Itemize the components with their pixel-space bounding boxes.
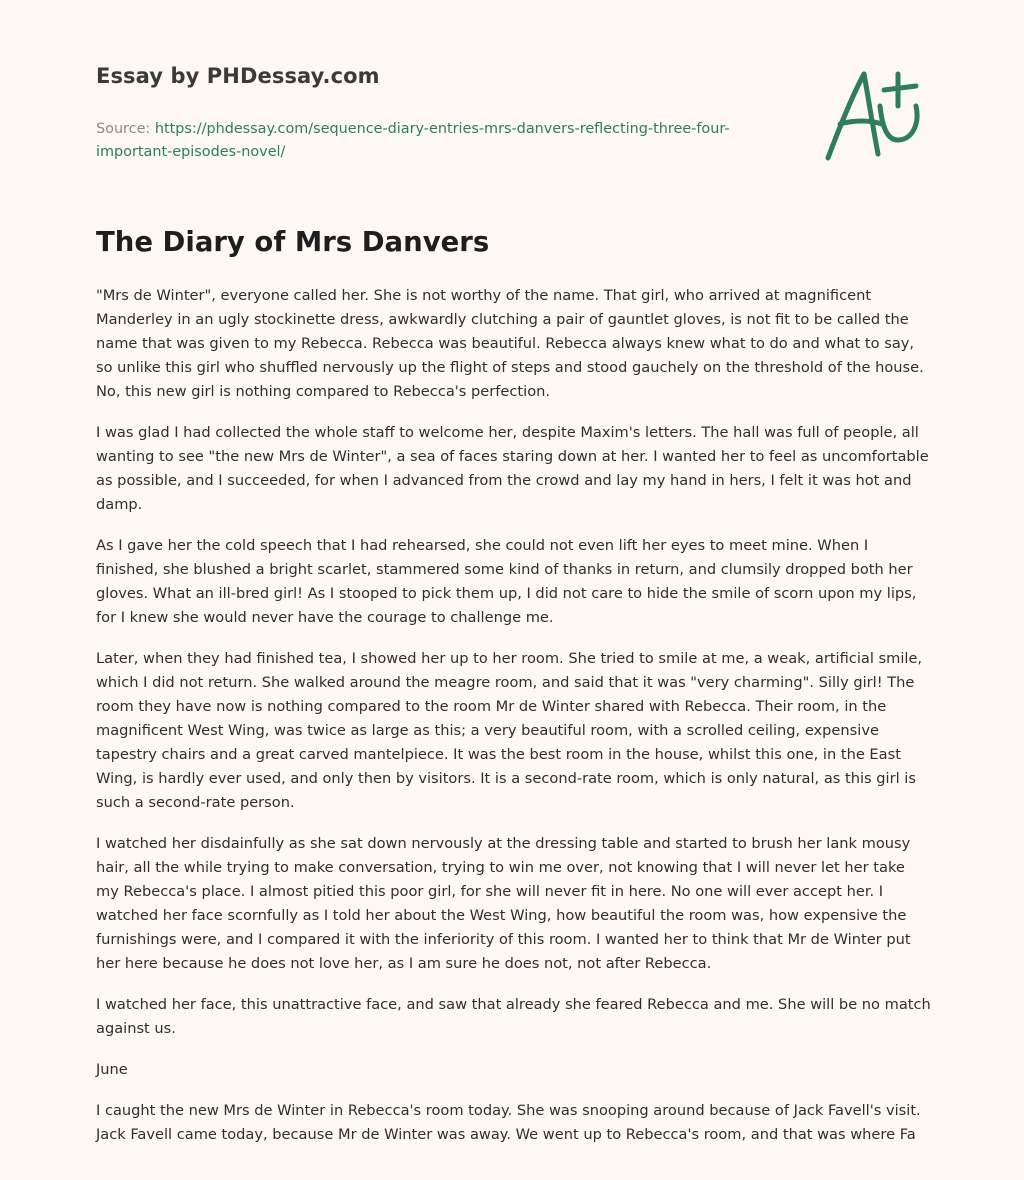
essay-paragraph: I caught the new Mrs de Winter in Rebecca's room today. She was snooping around because of Jack Favell's visit. Jack Favell came today, because Mr de Winter was away. We went up to Rebecca's room, and that was where Fa bbox=[96, 1102, 921, 1143]
essay-paragraph: "Mrs de Winter", everyone called her. She is not worthy of the name. That girl, who arrived at magnificent Manderley in an ugly stockinette dress, awkwardly clutching a pair of gauntlet gloves, is not fit to be called the name that was given to my Rebecca. Rebecca was beautiful. Rebecca always knew what to do and what to say, so unlike this girl who shuffled nervously up the flight of steps and stood gauchely on the threshold of the house. No, this new girl is nothing compared to Rebecca's perfection. bbox=[96, 287, 924, 400]
essay-title: The Diary of Mrs Danvers bbox=[96, 226, 490, 258]
essay-paragraph: Later, when they had finished tea, I showed her up to her room. She tried to smile at me, a weak, artificial smile, which I did not return. She walked around the meagre room, and said that it was "very charming". Silly girl! The room they have now is nothing compared to the room Mr de Winter shared with Rebecca. Their room, in the magnificent West Wing, was twice as large as this; a very beautiful room, with a scrolled ceiling, expensive tapestry chairs and a great carved mantelpiece. It was the best room in the house, whilst this one, in the East Wing, is hardly ever used, and only then by visitors. It is a second-rate room, which is only natural, as this girl is such a second-rate person. bbox=[96, 650, 923, 811]
a-plus-grade-icon bbox=[818, 66, 930, 166]
source-label: Source: bbox=[96, 121, 155, 137]
source-link[interactable]: https://phdessay.com/sequence-diary-entries-mrs-danvers-reflecting-three-four-important-episodes-novel/ bbox=[96, 121, 730, 160]
essay-paragraph: I watched her face, this unattractive face, and saw that already she feared Rebecca and me. She will be no match against us. bbox=[96, 996, 931, 1037]
header bbox=[96, 64, 796, 164]
essay-paragraph: As I gave her the cold speech that I had rehearsed, she could not even lift her eyes to meet mine. When I finished, she blushed a bright scarlet, stammered some kind of thanks in return, and clumsily dropped both her gloves. What an ill-bred girl! As I stooped to pick them up, I did not care to hide the smile of scorn upon my lips, for I knew she would never have the courage to challenge me. bbox=[96, 537, 917, 626]
essay-paragraph: I was glad I had collected the whole staff to welcome her, despite Maxim's letters. The hall was full of people, all wanting to see "the new Mrs de Winter", a sea of faces staring down at her. I wanted her to feel as uncomfortable as possible, and I succeeded, for when I advanced from the crowd and lay my hand in hers, I felt it was hot and damp. bbox=[96, 424, 929, 513]
essay-paragraph: I watched her disdainfully as she sat down nervously at the dressing table and started to brush her lank mousy hair, all the while trying to make conversation, trying to win me over, not knowing that I will never let her take my Rebecca's place. I almost pitied this poor girl, for she will never fit in here. No one will ever accept her. I watched her face scornfully as I told her about the West Wing, how beautiful the room was, how expensive the furnishings were, and I compared it with the inferiority of this room. I wanted her to think that Mr de Winter put her here because he does not love her, as I am sure he does not, not after Rebecca. bbox=[96, 835, 911, 972]
diary-date: June bbox=[96, 1061, 128, 1078]
source-line bbox=[96, 118, 796, 164]
site-title: Essay by PHDessay.com bbox=[96, 64, 380, 88]
essay-body bbox=[96, 284, 932, 1164]
